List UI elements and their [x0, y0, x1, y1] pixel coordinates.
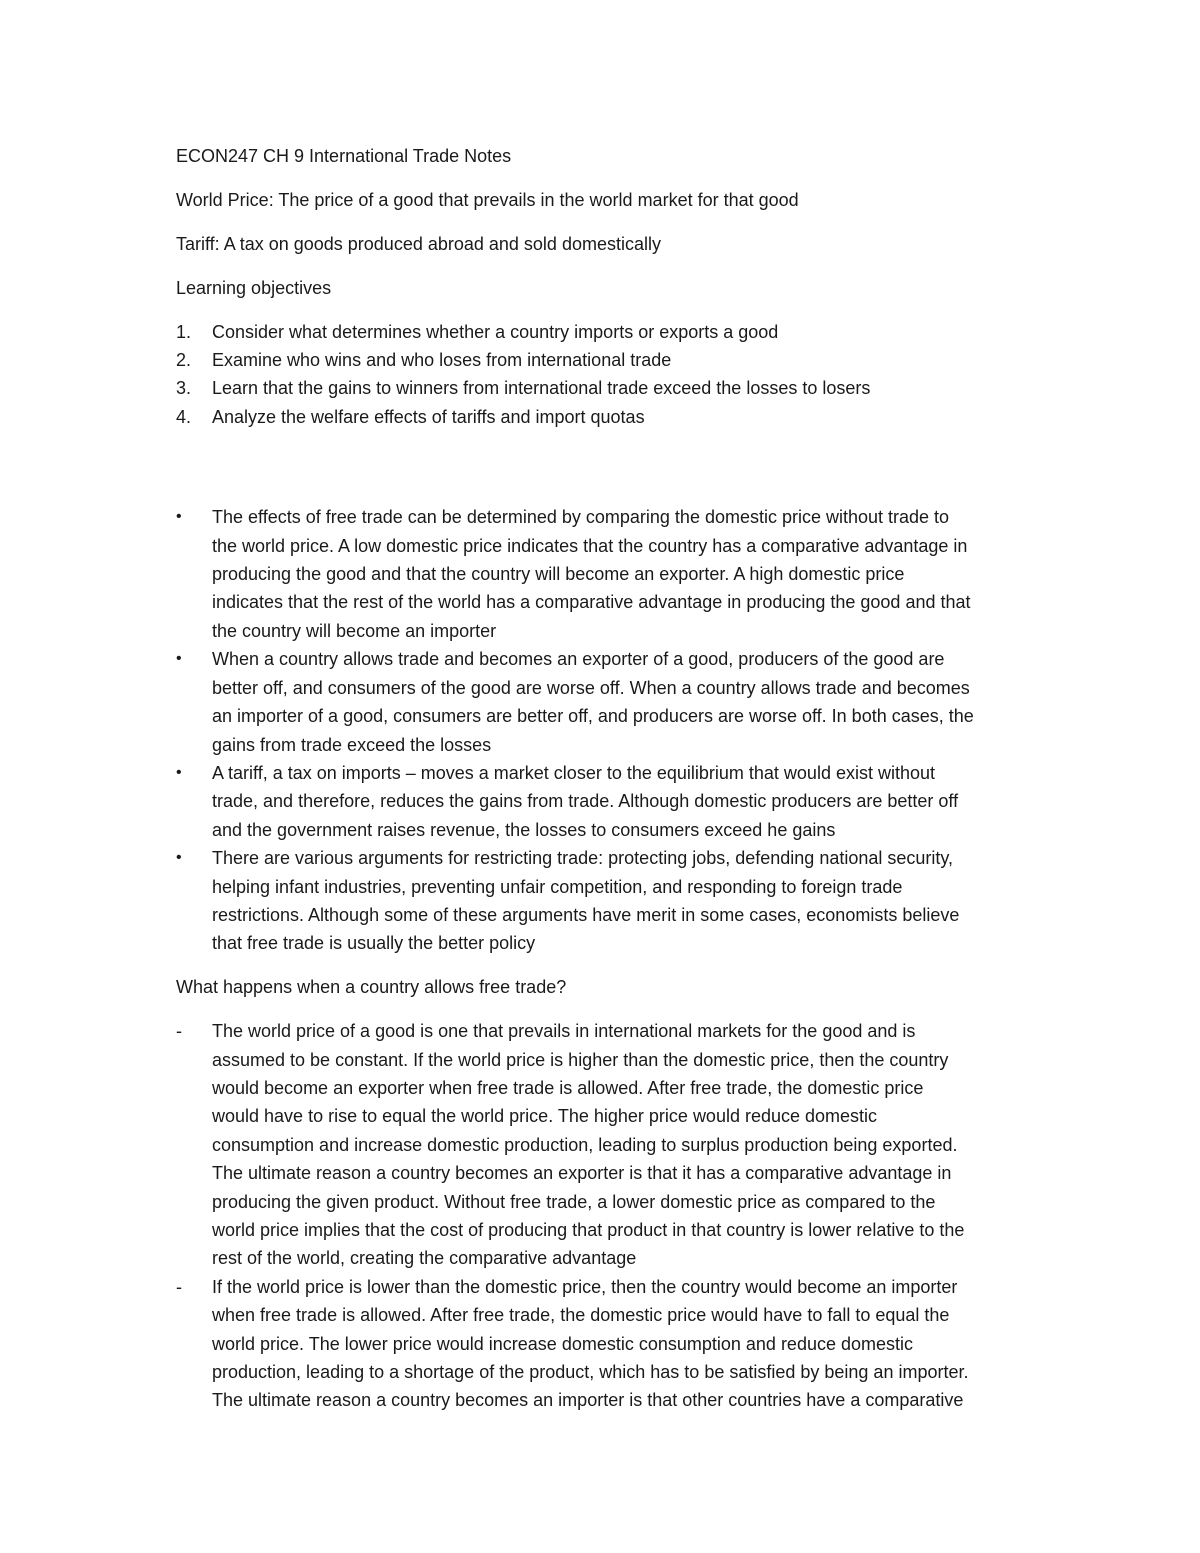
bullet-line: the world price. A low domestic price indicates that the country has a comparative advantage in	[212, 535, 968, 556]
dash-line: assumed to be constant. If the world price is higher than the domestic price, then the country	[212, 1049, 949, 1070]
bullet-line: and the government raises revenue, the losses to consumers exceed he gains	[212, 819, 836, 840]
dash-line: would have to rise to equal the world price. The higher price would reduce domestic	[212, 1106, 878, 1127]
bullet-line: better off, and consumers of the good are worse off. When a country allows trade and becomes	[212, 677, 970, 698]
bullet-line: that free trade is usually the better policy	[212, 933, 536, 954]
bullet-item	[176, 759, 1066, 844]
bullet-line: trade, and therefore, reduces the gains from trade. Although domestic producers are better off	[212, 791, 959, 812]
section-question: What happens when a country allows free trade?	[176, 977, 567, 998]
objectives-list	[176, 318, 1066, 432]
objective-text: Learn that the gains to winners from international trade exceed the losses to losers	[212, 378, 871, 399]
objective-number: 2.	[176, 350, 192, 371]
objective-item	[176, 374, 1066, 402]
dash-line: The ultimate reason a country becomes an exporter is that it has a comparative advantage in	[212, 1163, 952, 1184]
dash-line: would become an exporter when free trade is allowed. After free trade, the domestic price	[212, 1077, 924, 1098]
document-body	[176, 142, 1066, 1415]
objective-item	[176, 346, 1066, 374]
bullet-icon: •	[176, 650, 182, 668]
objectives-heading: Learning objectives	[176, 277, 332, 298]
objective-number: 4.	[176, 406, 192, 427]
dash-line: The ultimate reason a country becomes an importer is that other countries have a comparative	[212, 1390, 964, 1411]
bullet-icon: •	[176, 763, 182, 781]
bullet-item	[176, 844, 1066, 958]
dash-line: production, leading to a shortage of the product, which has to be satisfied by being an importer.	[212, 1362, 969, 1383]
bullet-line: A tariff, a tax on imports – moves a market closer to the equilibrium that would exist without	[212, 762, 935, 783]
dash-line: consumption and increase domestic production, leading to surplus production being exported.	[212, 1134, 958, 1155]
explanation-dash-list	[176, 1017, 1066, 1415]
objective-text: Examine who wins and who loses from international trade	[212, 350, 672, 371]
definition-tariff: Tariff: A tax on goods produced abroad and sold domestically	[176, 233, 661, 254]
dash-line: If the world price is lower than the domestic price, then the country would become an importer	[212, 1276, 958, 1297]
bullet-line: helping infant industries, preventing unfair competition, and responding to foreign trade	[212, 876, 903, 897]
bullet-line: gains from trade exceed the losses	[212, 734, 492, 755]
bullet-line: the country will become an importer	[212, 620, 497, 641]
bullet-line: indicates that the rest of the world has a comparative advantage in producing the good and that	[212, 592, 971, 613]
dash-line: world price. The lower price would increase domestic consumption and reduce domestic	[212, 1333, 914, 1354]
bullet-line: The effects of free trade can be determined by comparing the domestic price without trade to	[212, 507, 950, 528]
objective-item	[176, 318, 1066, 346]
objective-number: 1.	[176, 321, 192, 342]
objective-item	[176, 403, 1066, 431]
blank-space	[176, 431, 1066, 503]
bullet-line: an importer of a good, consumers are better off, and producers are worse off. In both cases, the	[212, 706, 974, 727]
bullet-item	[176, 645, 1066, 759]
dash-line: rest of the world, creating the comparative advantage	[212, 1248, 637, 1269]
dash-item	[176, 1273, 1066, 1415]
bullet-line: producing the good and that the country will become an exporter. A high domestic price	[212, 564, 905, 585]
definition-world-price: World Price: The price of a good that prevails in the world market for that good	[176, 189, 799, 210]
bullet-line: restrictions. Although some of these arguments have merit in some cases, economists believe	[212, 904, 960, 925]
dash-line: when free trade is allowed. After free trade, the domestic price would have to fall to equal the	[212, 1305, 950, 1326]
dash-line: world price implies that the cost of producing that product in that country is lower relative to the	[212, 1220, 965, 1240]
dash-marker: -	[176, 1276, 182, 1297]
dash-line: The world price of a good is one that prevails in international markets for the good and is	[212, 1021, 916, 1042]
objective-text: Analyze the welfare effects of tariffs and import quotas	[212, 406, 645, 427]
bullet-line: There are various arguments for restricting trade: protecting jobs, defending national security,	[212, 848, 954, 869]
objective-text: Consider what determines whether a country imports or exports a good	[212, 321, 779, 342]
dash-item	[176, 1017, 1066, 1273]
bullet-item	[176, 503, 1066, 645]
document-title: ECON247 CH 9 International Trade Notes	[176, 146, 512, 166]
dash-marker: -	[176, 1021, 182, 1042]
dash-line: producing the given product. Without free trade, a lower domestic price as compared to the	[212, 1191, 936, 1212]
objective-number: 3.	[176, 378, 192, 399]
bullet-icon: •	[176, 508, 182, 526]
summary-bullet-list	[176, 503, 1066, 958]
bullet-icon: •	[176, 849, 182, 867]
bullet-line: When a country allows trade and becomes an exporter of a good, producers of the good are	[212, 649, 945, 670]
